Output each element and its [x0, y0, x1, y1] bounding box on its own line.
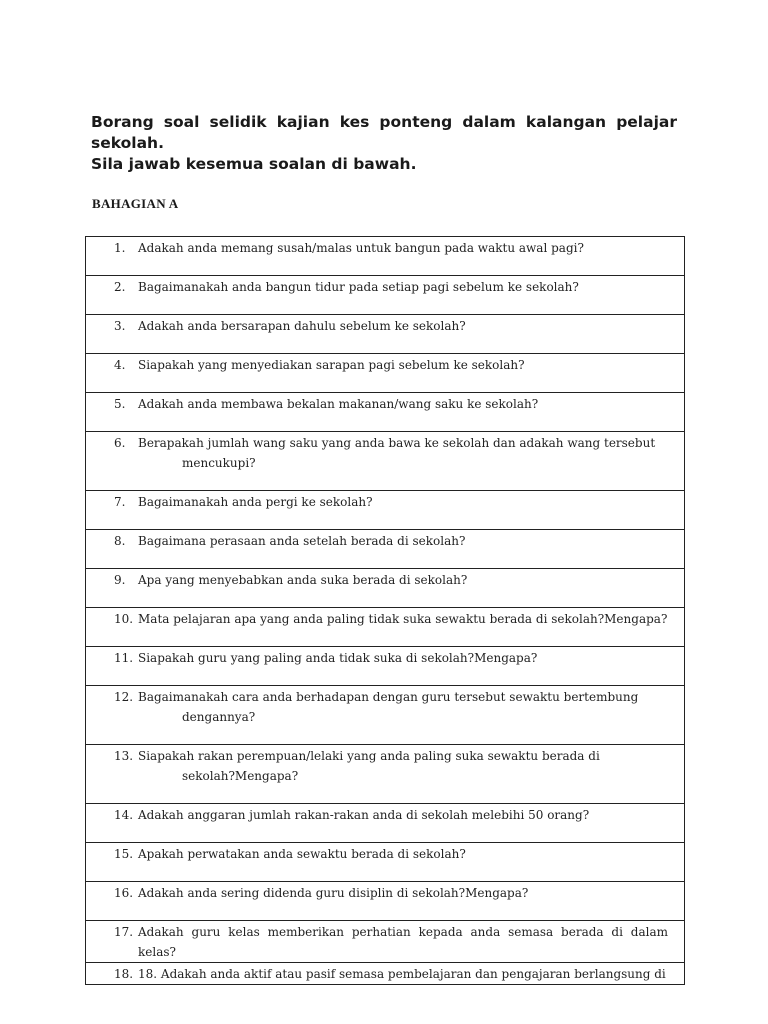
question-number: 7. [114, 495, 126, 509]
question-row [86, 686, 685, 745]
question-number: 5. [114, 397, 126, 411]
question-number: 13. [114, 749, 134, 763]
question-text-line: Bagaimanakah cara anda berhadapan dengan guru tersebut sewaktu bertembung [138, 690, 639, 704]
question-text: Adakah anda membawa bekalan makanan/wang saku ke sekolah? [138, 397, 539, 411]
question-text-line: Berapakah jumlah wang saku yang anda bawa ke sekolah dan adakah wang tersebut [138, 436, 656, 450]
question-text-line: Siapakah rakan perempuan/lelaki yang anda paling suka sewaktu berada di [138, 749, 600, 763]
question-text: Adakah anda sering didenda guru disiplin di sekolah?Mengapa? [138, 886, 529, 900]
question-number: 9. [114, 573, 126, 587]
question-row [86, 745, 685, 804]
question-text: Adakah anda memang susah/malas untuk bangun pada waktu awal pagi? [138, 241, 584, 255]
question-number: 12. [114, 690, 134, 704]
question-text: Bagaimana perasaan anda setelah berada di sekolah? [138, 534, 466, 548]
question-text: Apa yang menyebabkan anda suka berada di sekolah? [138, 573, 468, 587]
question-text [138, 746, 668, 786]
question-text: Adakah guru kelas memberikan perhatian kepada anda semasa berada di dalam kelas? [138, 925, 668, 959]
question-row [86, 393, 685, 432]
question-number: 6. [114, 436, 126, 450]
question-text: Siapakah yang menyediakan sarapan pagi sebelum ke sekolah? [138, 358, 525, 372]
question-row [86, 530, 685, 569]
question-number: 14. [114, 808, 134, 822]
question-table [85, 236, 685, 985]
question-number: 15. [114, 847, 134, 861]
question-row [86, 491, 685, 530]
question-text: Bagaimanakah anda bangun tidur pada setiap pagi sebelum ke sekolah? [138, 280, 579, 294]
question-text: Siapakah guru yang paling anda tidak suka di sekolah?Mengapa? [138, 651, 538, 665]
question-number: 3. [114, 319, 126, 333]
question-number: 4. [114, 358, 126, 372]
question-row [86, 569, 685, 608]
question-number: 1. [114, 241, 126, 255]
question-text [138, 687, 668, 727]
question-row [86, 647, 685, 686]
question-text-continuation: mencukupi? [182, 456, 256, 470]
question-row [86, 963, 685, 985]
question-text: Mata pelajaran apa yang anda paling tidak suka sewaktu berada di sekolah?Mengapa? [138, 612, 668, 626]
question-number: 18. [114, 967, 134, 981]
question-number: 10. [114, 612, 134, 626]
question-text: Bagaimanakah anda pergi ke sekolah? [138, 495, 373, 509]
form-title-line-1: Borang soal selidik kajian kes ponteng dalam kalangan pelajar sekolah. [91, 113, 677, 152]
question-row [86, 315, 685, 354]
question-row [86, 804, 685, 843]
question-text: Apakah perwatakan anda sewaktu berada di sekolah? [138, 847, 466, 861]
question-row [86, 921, 685, 963]
question-number: 11. [114, 651, 134, 665]
question-number: 17. [114, 925, 134, 939]
question-text: 18. Adakah anda aktif atau pasif semasa pembelajaran dan pengajaran berlangsung di [138, 967, 666, 981]
question-number: 16. [114, 886, 134, 900]
question-text-continuation: sekolah?Mengapa? [182, 769, 299, 783]
section-heading: BAHAGIAN A [92, 196, 179, 211]
question-text: Adakah anda bersarapan dahulu sebelum ke sekolah? [138, 319, 466, 333]
question-row [86, 608, 685, 647]
question-text [138, 433, 668, 473]
question-number: 2. [114, 280, 126, 294]
question-row [86, 354, 685, 393]
question-text: Adakah anggaran jumlah rakan-rakan anda di sekolah melebihi 50 orang? [138, 808, 590, 822]
form-title [91, 112, 677, 175]
question-row [86, 237, 685, 276]
question-row [86, 843, 685, 882]
question-row [86, 882, 685, 921]
question-number: 8. [114, 534, 126, 548]
question-text-continuation: dengannya? [182, 710, 256, 724]
question-row [86, 432, 685, 491]
question-row [86, 276, 685, 315]
form-instruction: Sila jawab kesemua soalan di bawah. [91, 155, 417, 173]
